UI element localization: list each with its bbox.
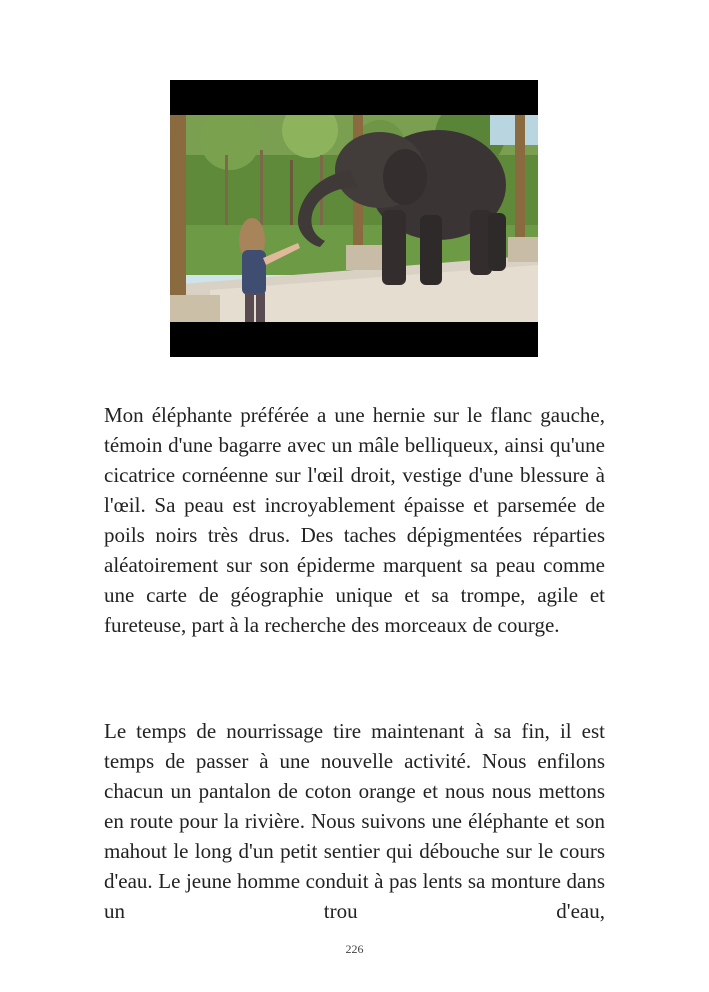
elephant-feeding-photo xyxy=(170,115,538,322)
photo-frame xyxy=(170,80,538,357)
body-paragraph-2: Le temps de nourrissage tire maintenant à sa fin, il est temps de passer à une nouvelle activité. Nous enfilons chacun un pantalon de coton orange et nous nous mettons en route pour la rivière. Nous suivons une éléphante et son mahout le long d'un petit sentier qui débouche sur le cours d'eau. Le jeune homme conduit à pas lents sa monture dans un trou d'eau, xyxy=(104,719,605,923)
page-number: 226 xyxy=(345,942,364,956)
body-paragraph-1: Mon éléphante préférée a une hernie sur le flanc gauche, témoin d'une bagarre avec un mâle belliqueux, ainsi qu'une cicatrice cornéenne sur l'œil droit, vestige d'une blessure à l'œil. Sa peau est incroyablement épaisse et parsemée de poils noirs très drus. Des taches dépigmentées réparties aléatoirement sur son épiderme marquent sa peau comme une carte de géographie unique et sa trompe, agile et fureteuse, part à la recherche des morceaux de courge. xyxy=(104,403,605,637)
